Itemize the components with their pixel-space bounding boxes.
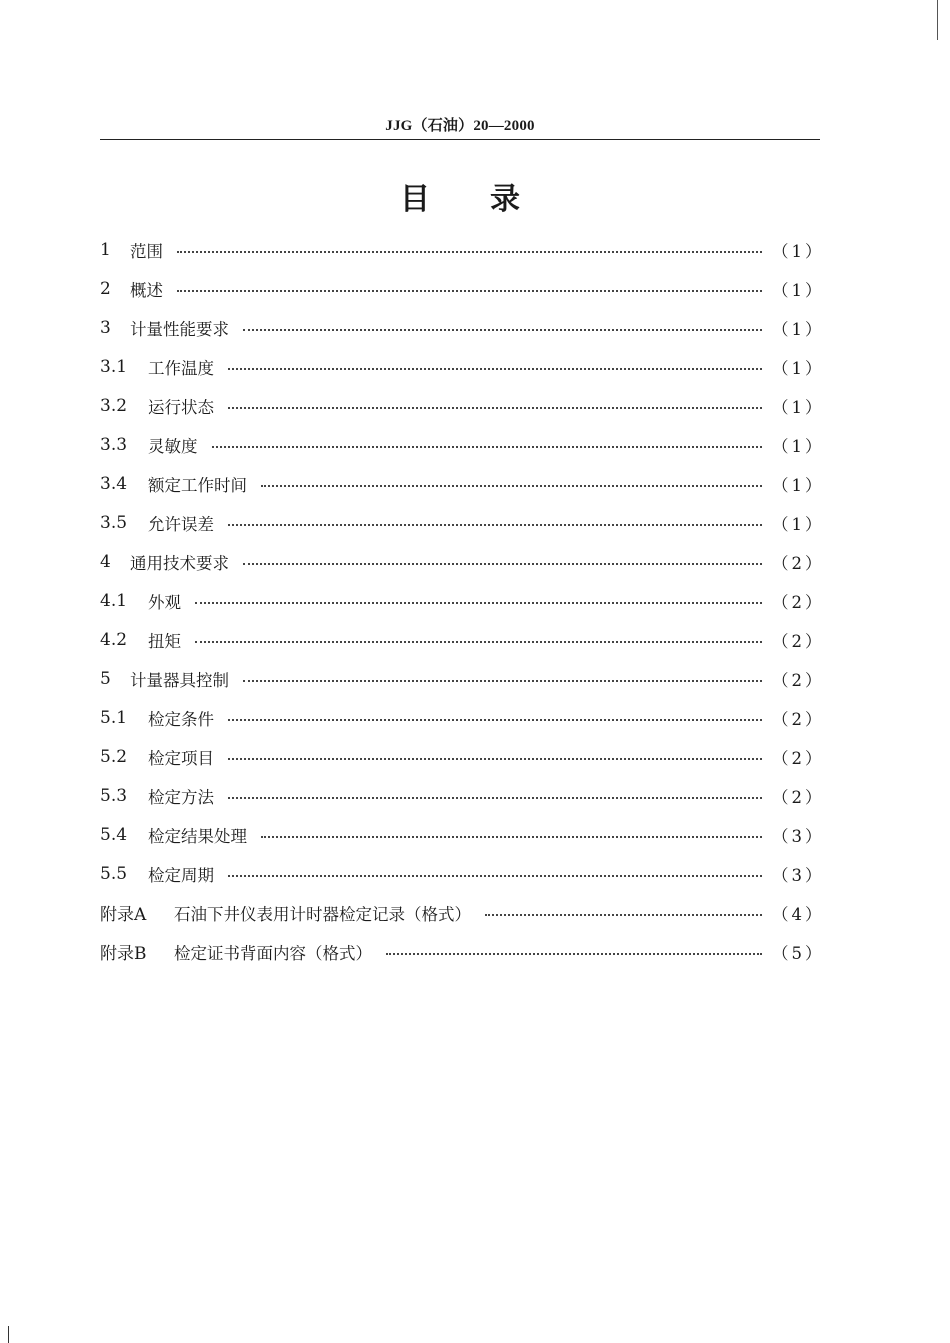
toc-entry-number: 5 (100, 668, 111, 689)
toc-entry-page: （2） (772, 787, 825, 807)
dot-leader (228, 407, 762, 409)
toc-entry-label: 工作温度 (148, 358, 214, 378)
toc-entry-number: 5.5 (100, 863, 128, 884)
dot-leader (386, 953, 762, 955)
toc-entry-appendix[interactable] (100, 932, 825, 971)
toc-entry-number: 3.3 (100, 434, 128, 455)
toc-entry[interactable] (100, 815, 825, 854)
page-title: 目录 (400, 182, 580, 217)
dot-leader (243, 680, 762, 682)
toc-entry-number: 5.1 (100, 707, 128, 728)
dot-leader (177, 290, 762, 292)
toc-entry-label: 检定证书背面内容（格式） (174, 943, 372, 963)
toc-entry-label: 石油下井仪表用计时器检定记录（格式） (174, 904, 471, 924)
toc-entry-number: 4.1 (100, 590, 128, 611)
toc-entry-page: （1） (772, 475, 825, 495)
toc-entry[interactable] (100, 698, 825, 737)
toc-entry-label: 范围 (130, 241, 163, 261)
toc-entry-page: （1） (772, 397, 825, 417)
dot-leader (195, 641, 762, 643)
toc-entry-label: 计量器具控制 (130, 670, 229, 690)
toc-entry[interactable] (100, 581, 825, 620)
toc-entry-number: 5.4 (100, 824, 128, 845)
toc-entry-page: （1） (772, 436, 825, 456)
toc-entry-number: 4 (100, 551, 111, 572)
toc-entry-label: 外观 (148, 592, 181, 612)
dot-leader (195, 602, 762, 604)
dot-leader (228, 719, 762, 721)
toc-entry-page: （3） (772, 865, 825, 885)
toc-entry-number: 1 (100, 239, 111, 260)
dot-leader (228, 758, 762, 760)
toc-entry-appendix[interactable] (100, 893, 825, 932)
toc-entry-number: 3.4 (100, 473, 128, 494)
toc-entry-page: （1） (772, 358, 825, 378)
toc-entry-number: 附录B (100, 944, 147, 964)
table-of-contents (100, 230, 825, 971)
toc-entry-label: 灵敏度 (148, 436, 198, 456)
toc-entry[interactable] (100, 620, 825, 659)
toc-entry-number: 3.1 (100, 356, 128, 377)
toc-entry-label: 计量性能要求 (130, 319, 229, 339)
toc-entry[interactable] (100, 269, 825, 308)
toc-entry[interactable] (100, 737, 825, 776)
toc-entry[interactable] (100, 425, 825, 464)
toc-entry-label: 允许误差 (148, 514, 214, 534)
toc-entry[interactable] (100, 230, 825, 269)
toc-entry-page: （3） (772, 826, 825, 846)
toc-entry-number: 3.2 (100, 395, 128, 416)
running-header: JJG（石油）20—2000 (385, 118, 535, 134)
toc-entry-number: 4.2 (100, 629, 128, 650)
dot-leader (177, 251, 762, 253)
toc-entry-label: 运行状态 (148, 397, 214, 417)
scan-edge-line (937, 0, 938, 40)
toc-entry-page: （1） (772, 514, 825, 534)
toc-entry-label: 检定结果处理 (148, 826, 247, 846)
toc-entry-label: 检定方法 (148, 787, 214, 807)
toc-entry-page: （2） (772, 592, 825, 612)
toc-entry[interactable] (100, 347, 825, 386)
toc-entry-page: （2） (772, 670, 825, 690)
toc-entry-page: （1） (772, 241, 825, 261)
toc-entry-label: 扭矩 (148, 631, 181, 651)
toc-entry-page: （4） (772, 904, 825, 924)
header-rule (100, 139, 820, 140)
toc-entry-label: 检定条件 (148, 709, 214, 729)
dot-leader (212, 446, 763, 448)
dot-leader (243, 329, 762, 331)
toc-entry-page: （2） (772, 709, 825, 729)
toc-entry-page: （2） (772, 631, 825, 651)
dot-leader (228, 797, 762, 799)
toc-entry[interactable] (100, 308, 825, 347)
toc-entry-number: 5.2 (100, 746, 128, 767)
toc-entry[interactable] (100, 503, 825, 542)
toc-entry-label: 概述 (130, 280, 163, 300)
toc-entry-page: （2） (772, 553, 825, 573)
toc-entry-number: 3 (100, 317, 111, 338)
toc-entry-label: 检定项目 (148, 748, 214, 768)
toc-entry-number: 3.5 (100, 512, 128, 533)
toc-entry[interactable] (100, 854, 825, 893)
toc-entry-number: 附录A (100, 905, 147, 925)
toc-entry-page: （1） (772, 280, 825, 300)
dot-leader (228, 875, 762, 877)
toc-entry-number: 5.3 (100, 785, 128, 806)
toc-entry[interactable] (100, 659, 825, 698)
toc-entry[interactable] (100, 542, 825, 581)
toc-entry[interactable] (100, 776, 825, 815)
toc-entry[interactable] (100, 386, 825, 425)
dot-leader (243, 563, 762, 565)
toc-entry-page: （5） (772, 943, 825, 963)
dot-leader (261, 836, 762, 838)
dot-leader (261, 485, 762, 487)
dot-leader (228, 524, 762, 526)
toc-entry-label: 检定周期 (148, 865, 214, 885)
toc-entry-page: （1） (772, 319, 825, 339)
dot-leader (228, 368, 762, 370)
toc-entry-label: 通用技术要求 (130, 553, 229, 573)
toc-entry-number: 2 (100, 278, 111, 299)
toc-entry-label: 额定工作时间 (148, 475, 247, 495)
scan-margin-mark (8, 1326, 9, 1343)
toc-entry-page: （2） (772, 748, 825, 768)
toc-entry[interactable] (100, 464, 825, 503)
dot-leader (485, 914, 762, 916)
